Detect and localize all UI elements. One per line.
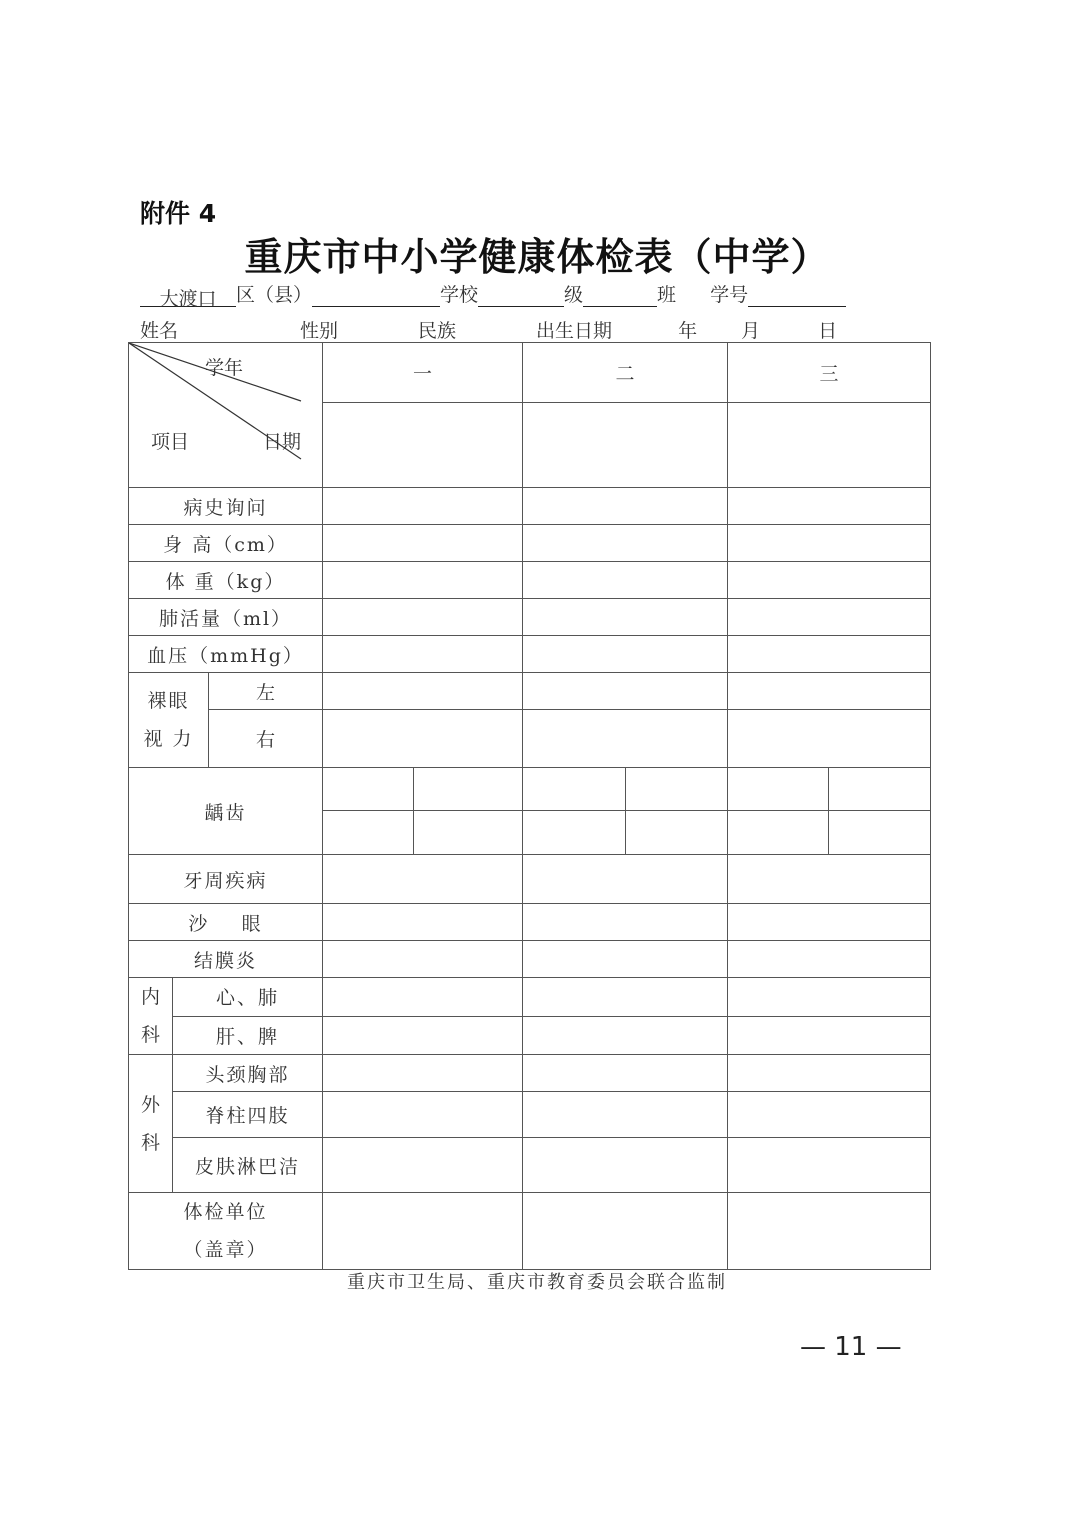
weight-cell-2[interactable] (523, 562, 728, 599)
attachment-label: 附件 4 (140, 199, 217, 228)
exam-unit-line-1: 体检单位 (183, 1201, 268, 1223)
weight-cell-3[interactable] (728, 562, 931, 599)
school-label: 学校 (440, 284, 479, 306)
caries-cell-2d[interactable] (626, 811, 728, 855)
ethnicity-label: 民族 (418, 320, 457, 342)
diagonal-header-cell (129, 343, 323, 488)
row-label-internal (129, 978, 173, 1055)
caries-cell-2b[interactable] (626, 768, 728, 811)
caries-cell-1c[interactable] (323, 811, 414, 855)
vision-left-cell-1[interactable] (323, 673, 523, 710)
vision-left-cell-2[interactable] (523, 673, 728, 710)
conjunctivitis-cell-3[interactable] (728, 941, 931, 978)
row-label-liver-spleen: 肝、脾 (173, 1016, 323, 1055)
caries-cell-1b[interactable] (414, 768, 523, 811)
row-label-exam-unit (129, 1193, 323, 1270)
heart-lung-cell-2[interactable] (523, 978, 728, 1017)
row-label-weight: 体 重（kg） (129, 562, 323, 599)
diag-year-label: 学年 (205, 357, 244, 379)
skin-lymph-cell-3[interactable] (728, 1138, 931, 1193)
skin-lymph-cell-2[interactable] (523, 1138, 728, 1193)
birth-label: 出生日期 (536, 320, 613, 342)
gender-label: 性别 (300, 320, 339, 342)
history-cell-2[interactable] (523, 488, 728, 525)
birth-day-field[interactable] (760, 320, 818, 343)
caries-cell-2a[interactable] (523, 768, 626, 811)
exam-unit-cell-1[interactable] (323, 1193, 523, 1270)
diag-item-label: 项目 (151, 431, 190, 453)
history-cell-1[interactable] (323, 488, 523, 525)
surgical-label-line-1: 外 (140, 1093, 160, 1116)
liver-spleen-cell-2[interactable] (523, 1016, 728, 1055)
row-label-conjunctivitis: 结膜炎 (129, 941, 323, 978)
class-label: 班 (657, 284, 677, 306)
vital-capacity-cell-3[interactable] (728, 599, 931, 636)
row-label-vision (129, 673, 209, 768)
school-field[interactable] (478, 284, 564, 307)
health-exam-table (128, 342, 931, 1270)
trachoma-cell-2[interactable] (523, 904, 728, 941)
date-cell-1[interactable] (323, 403, 523, 488)
blood-pressure-cell-1[interactable] (323, 636, 523, 673)
surgical-label-line-2: 科 (140, 1131, 160, 1154)
year-1-header: 一 (323, 343, 523, 403)
month-label: 月 (741, 320, 761, 342)
blood-pressure-cell-2[interactable] (523, 636, 728, 673)
periodontal-cell-1[interactable] (323, 855, 523, 904)
name-label: 姓名 (140, 320, 179, 342)
conjunctivitis-cell-2[interactable] (523, 941, 728, 978)
vision-right-cell-1[interactable] (323, 710, 523, 768)
year-3-header: 三 (728, 343, 931, 403)
head-neck-chest-cell-3[interactable] (728, 1055, 931, 1092)
exam-unit-line-2: （盖章） (183, 1239, 268, 1261)
weight-cell-1[interactable] (323, 562, 523, 599)
vision-right-cell-2[interactable] (523, 710, 728, 768)
year-label: 年 (678, 320, 698, 342)
row-label-vision-right: 右 (209, 710, 323, 768)
head-neck-chest-cell-1[interactable] (323, 1055, 523, 1092)
row-label-blood-pressure: 血压（mmHg） (129, 636, 323, 673)
caries-cell-3c[interactable] (728, 811, 829, 855)
vision-right-cell-3[interactable] (728, 710, 931, 768)
trachoma-cell-1[interactable] (323, 904, 523, 941)
spine-limbs-cell-2[interactable] (523, 1092, 728, 1138)
row-label-vision-left: 左 (209, 673, 323, 710)
district-label: 区（县） (236, 284, 313, 306)
caries-cell-3d[interactable] (829, 811, 931, 855)
grade-label: 级 (564, 284, 584, 306)
caries-cell-3a[interactable] (728, 768, 829, 811)
periodontal-cell-2[interactable] (523, 855, 728, 904)
internal-label-line-2: 科 (140, 1024, 160, 1046)
internal-label-line-1: 内 (140, 986, 160, 1008)
diag-date-label: 日期 (263, 431, 302, 453)
heart-lung-cell-3[interactable] (728, 978, 931, 1017)
height-cell-2[interactable] (523, 525, 728, 562)
row-label-head-neck-chest: 头颈胸部 (173, 1055, 323, 1092)
name-field[interactable] (178, 320, 274, 343)
liver-spleen-cell-3[interactable] (728, 1016, 931, 1055)
vital-capacity-cell-2[interactable] (523, 599, 728, 636)
grade-field[interactable] (583, 284, 657, 307)
head-neck-chest-cell-2[interactable] (523, 1055, 728, 1092)
vision-label-line-1: 裸眼 (147, 690, 190, 712)
document-title: 重庆市中小学健康体检表（中学） (244, 234, 830, 279)
height-cell-1[interactable] (323, 525, 523, 562)
page-number: — 11 — (800, 1332, 902, 1362)
history-cell-3[interactable] (728, 488, 931, 525)
row-label-vital-capacity: 肺活量（ml） (129, 599, 323, 636)
year-2-header: 二 (523, 343, 728, 403)
date-cell-2[interactable] (523, 403, 728, 488)
row-label-spine-limbs: 脊柱四肢 (173, 1092, 323, 1138)
periodontal-cell-3[interactable] (728, 855, 931, 904)
row-label-height: 身 高（cm） (129, 525, 323, 562)
row-label-skin-lymph: 皮肤淋巴洁 (173, 1138, 323, 1193)
birth-year-field[interactable] (612, 320, 678, 343)
district-value[interactable]: 大渡口 (140, 284, 236, 307)
height-cell-3[interactable] (728, 525, 931, 562)
spine-limbs-cell-1[interactable] (323, 1092, 523, 1138)
row-label-history: 病史询问 (129, 488, 323, 525)
vital-capacity-cell-1[interactable] (323, 599, 523, 636)
student-id-field[interactable] (748, 284, 846, 307)
conjunctivitis-cell-1[interactable] (323, 941, 523, 978)
ethnicity-field[interactable] (456, 320, 512, 343)
trachoma-cell-3[interactable] (728, 904, 931, 941)
row-label-heart-lung: 心、肺 (173, 978, 323, 1017)
date-cell-3[interactable] (728, 403, 931, 488)
exam-unit-cell-3[interactable] (728, 1193, 931, 1270)
row-label-surgical (129, 1055, 173, 1193)
student-id-label: 学号 (710, 284, 749, 306)
county-field[interactable] (312, 284, 440, 307)
footer-issuer: 重庆市卫生局、重庆市教育委员会联合监制 (347, 1272, 727, 1293)
vision-label-line-2: 视 力 (143, 728, 194, 750)
birth-month-field[interactable] (697, 320, 741, 343)
exam-unit-cell-2[interactable] (523, 1193, 728, 1270)
row-label-periodontal: 牙周疾病 (129, 855, 323, 904)
row-label-caries: 龋齿 (129, 768, 323, 855)
skin-lymph-cell-1[interactable] (323, 1138, 523, 1193)
gender-field[interactable] (338, 320, 394, 343)
liver-spleen-cell-1[interactable] (323, 1016, 523, 1055)
caries-cell-2c[interactable] (523, 811, 626, 855)
caries-cell-1a[interactable] (323, 768, 414, 811)
vision-left-cell-3[interactable] (728, 673, 931, 710)
info-row-2 (140, 316, 837, 343)
heart-lung-cell-1[interactable] (323, 978, 523, 1017)
blood-pressure-cell-3[interactable] (728, 636, 931, 673)
day-label: 日 (818, 320, 838, 342)
caries-cell-1d[interactable] (414, 811, 523, 855)
row-label-trachoma: 沙 眼 (129, 904, 323, 941)
spine-limbs-cell-3[interactable] (728, 1092, 931, 1138)
caries-cell-3b[interactable] (829, 768, 931, 811)
info-row-1 (140, 280, 846, 310)
